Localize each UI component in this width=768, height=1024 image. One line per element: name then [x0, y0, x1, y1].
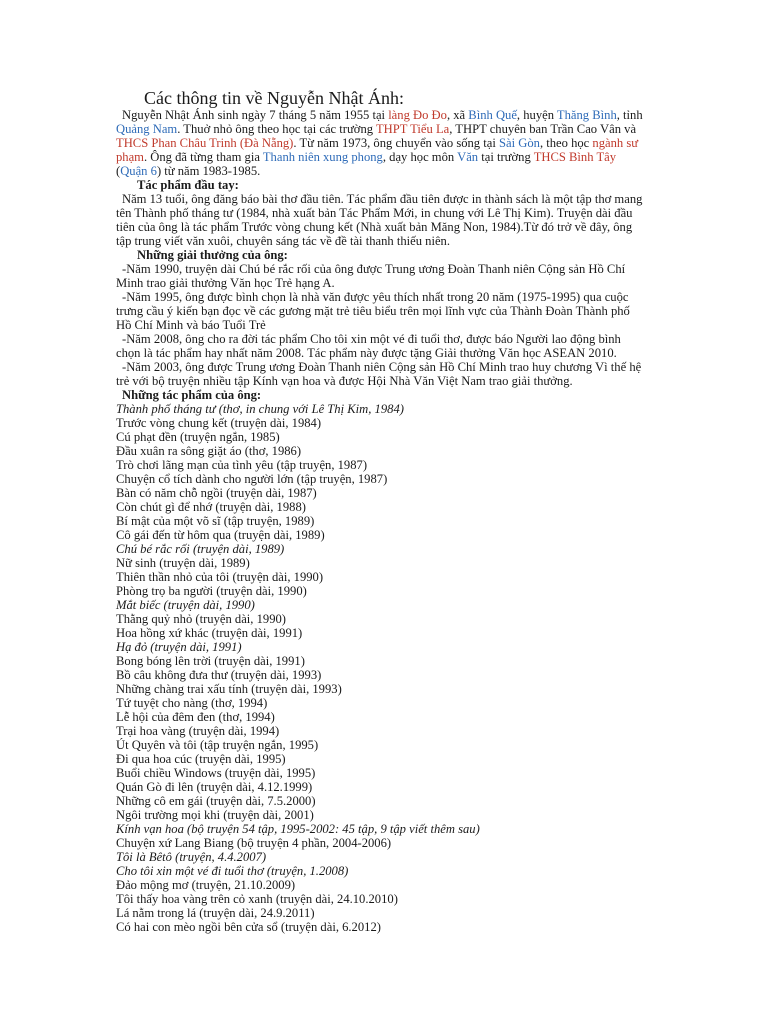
link-van[interactable]: Văn — [457, 150, 479, 164]
intro-text: . Thuở nhỏ ông theo học tại các trường — [177, 122, 376, 136]
intro-text: , theo học — [539, 136, 593, 150]
work-item: Cú phạt đền (truyện ngắn, 1985) — [116, 430, 280, 444]
work-item: Buổi chiều Windows (truyện dài, 1995) — [116, 766, 316, 780]
work-item: Cho tôi xin một vé đi tuổi thơ (truyện, 1.2008) — [116, 864, 349, 878]
work-item: Trước vòng chung kết (truyện dài, 1984) — [116, 416, 322, 430]
award-paragraph: -Năm 2003, ông được Trung ương Đoàn Thanh niên Cộng sản Hồ Chí Minh trao huy chương Vì thế hệ trẻ với bộ truyện nhiều tập Kính vạn hoa và được Hội Nhà Văn Việt Nam trao giải thưởng. — [116, 360, 642, 388]
work-item: Bong bóng lên trời (truyện dài, 1991) — [116, 654, 305, 668]
document-page — [116, 88, 646, 934]
works-list — [116, 402, 646, 934]
work-item: Bàn có năm chỗ ngồi (truyện dài, 1987) — [116, 486, 317, 500]
intro-paragraph — [116, 108, 646, 178]
link-thanh-nien-xung-phong[interactable]: Thanh niên xung phong — [262, 150, 383, 164]
work-item: Chú bé rắc rối (truyện dài, 1989) — [116, 542, 285, 556]
intro-text: , tỉnh — [616, 108, 643, 122]
work-item: Có hai con mèo ngồi bên cửa sổ (truyện dài, 6.2012) — [116, 920, 381, 934]
intro-text: , huyện — [516, 108, 557, 122]
work-item: Lá nằm trong lá (truyện dài, 24.9.2011) — [116, 906, 315, 920]
work-item: Đầu xuân ra sông giặt áo (thơ, 1986) — [116, 444, 302, 458]
work-item: Thiên thần nhỏ của tôi (truyện dài, 1990) — [116, 570, 324, 584]
work-item: Đi qua hoa cúc (truyện dài, 1995) — [116, 752, 286, 766]
work-item: Lễ hội của đêm đen (thơ, 1994) — [116, 710, 275, 724]
work-item: Kính vạn hoa (bộ truyện 54 tập, 1995-2002: 45 tập, 9 tập viết thêm sau) — [116, 822, 480, 836]
section-heading-works: Những tác phẩm của ông: — [122, 388, 262, 402]
intro-text: . Từ năm 1973, ông chuyển vào sống tại — [293, 136, 499, 150]
link-thpt-tieu-la[interactable]: THPT Tiểu La — [375, 122, 450, 136]
intro-text: , dạy học môn — [382, 150, 458, 164]
intro-text: . Ông đã từng tham gia — [143, 150, 263, 164]
work-item: Hoa hồng xứ khác (truyện dài, 1991) — [116, 626, 303, 640]
work-item: Quán Gò đi lên (truyện dài, 4.12.1999) — [116, 780, 313, 794]
intro-text: tại trường — [478, 150, 534, 164]
link-binh-que[interactable]: Bình Quế — [468, 108, 517, 122]
work-item: Hạ đỏ (truyện dài, 1991) — [116, 640, 242, 654]
link-thcs-phan-chau-trinh[interactable]: THCS Phan Châu Trinh (Đà Nẵng) — [116, 136, 294, 150]
first-works-paragraph: Năm 13 tuổi, ông đăng báo bài thơ đầu tiên. Tác phẩm đầu tiên được in thành sách là một tập thơ mang tên Thành phố tháng tư (1984, nhà xuất bản Tác Phẩm Mới, in chung với Lê Thị Kim). Truyện dài đầu tiên của ông là tác phẩm Trước vòng chung kết (Nhà xuất bản Măng Non, 1984).Từ đó trở về đây, ông tập trung viết văn xuôi, chuyên sáng tác về đề tài thanh thiếu niên. — [116, 192, 643, 248]
work-item: Còn chút gì để nhớ (truyện dài, 1988) — [116, 500, 306, 514]
link-sai-gon[interactable]: Sài Gòn — [499, 136, 540, 150]
work-item: Mắt biếc (truyện dài, 1990) — [116, 598, 255, 612]
work-item: Trại hoa vàng (truyện dài, 1994) — [116, 724, 280, 738]
link-nganh-su-pham[interactable]: ngành sư phạm — [116, 136, 639, 164]
work-item: Bí mật của một võ sĩ (tập truyện, 1989) — [116, 514, 315, 528]
work-item: Chuyện cổ tích dành cho người lớn (tập truyện, 1987) — [116, 472, 388, 486]
work-item: Trò chơi lãng mạn của tình yêu (tập truyện, 1987) — [116, 458, 368, 472]
work-item: Bồ câu không đưa thư (truyện dài, 1993) — [116, 668, 322, 682]
work-item: Thằng quỷ nhỏ (truyện dài, 1990) — [116, 612, 286, 626]
link-quan-6[interactable]: Quận 6 — [120, 164, 157, 178]
work-item: Những chàng trai xấu tính (truyện dài, 1993) — [116, 682, 342, 696]
intro-text: , THPT chuyên ban Trần Cao Vân và — [449, 122, 637, 136]
intro-text: ( — [116, 164, 121, 178]
award-paragraph: -Năm 1990, truyện dài Chú bé rắc rối của ông được Trung ương Đoàn Thanh niên Cộng sản Hồ Chí Minh trao giải thưởng Văn học Trẻ hạng A. — [116, 262, 626, 290]
work-item: Ngôi trường mọi khi (truyện dài, 2001) — [116, 808, 314, 822]
work-item: Tôi thấy hoa vàng trên cỏ xanh (truyện dài, 24.10.2010) — [116, 892, 398, 906]
work-item: Tứ tuyệt cho nàng (thơ, 1994) — [116, 696, 268, 710]
work-item: Cô gái đến từ hôm qua (truyện dài, 1989) — [116, 528, 325, 542]
work-item: Tôi là Bêtô (truyện, 4.4.2007) — [116, 850, 267, 864]
link-thang-binh[interactable]: Thăng Bình — [556, 108, 617, 122]
section-heading-first-works: Tác phẩm đầu tay: — [137, 178, 239, 192]
work-item: Những cô em gái (truyện dài, 7.5.2000) — [116, 794, 316, 808]
work-item: Đảo mộng mơ (truyện, 21.10.2009) — [116, 878, 296, 892]
intro-text: ) từ năm 1983-1985. — [156, 164, 261, 178]
intro-text: , xã — [446, 108, 469, 122]
page-title: Các thông tin về Nguyễn Nhật Ánh: — [144, 88, 404, 108]
link-quang-nam[interactable]: Quảng Nam — [116, 122, 178, 136]
work-item: Nữ sinh (truyện dài, 1989) — [116, 556, 250, 570]
link-thcs-binh-tay[interactable]: THCS Bình Tây — [533, 150, 617, 164]
intro-text: Nguyễn Nhật Ánh sinh ngày 7 tháng 5 năm 1955 tại — [122, 108, 389, 122]
work-item: Thành phố tháng tư (thơ, in chung với Lê Thị Kim, 1984) — [116, 402, 404, 416]
work-item: Út Quyên và tôi (tập truyện ngắn, 1995) — [116, 738, 319, 752]
award-paragraph: -Năm 1995, ông được bình chọn là nhà văn được yêu thích nhất trong 20 năm (1975-1995) qua cuộc trưng cầu ý kiến bạn đọc về các gương mặt trẻ tiêu biểu trên mọi lĩnh vực của Thành Đoàn Thành phố Hồ Chí Minh và báo Tuổi Trẻ — [116, 290, 630, 332]
award-paragraph: -Năm 2008, ông cho ra đời tác phẩm Cho tôi xin một vé đi tuổi thơ, được báo Người lao động bình chọn là tác phẩm hay nhất năm 2008. Tác phẩm này được tặng Giải thưởng Văn học ASEAN 2010. — [116, 332, 621, 360]
work-item: Phòng trọ ba người (truyện dài, 1990) — [116, 584, 307, 598]
section-heading-awards: Những giải thưởng của ông: — [137, 248, 288, 262]
work-item: Chuyện xứ Lang Biang (bộ truyện 4 phần, 2004-2006) — [116, 836, 392, 850]
link-lang-do-do[interactable]: làng Đo Đo — [388, 108, 447, 122]
